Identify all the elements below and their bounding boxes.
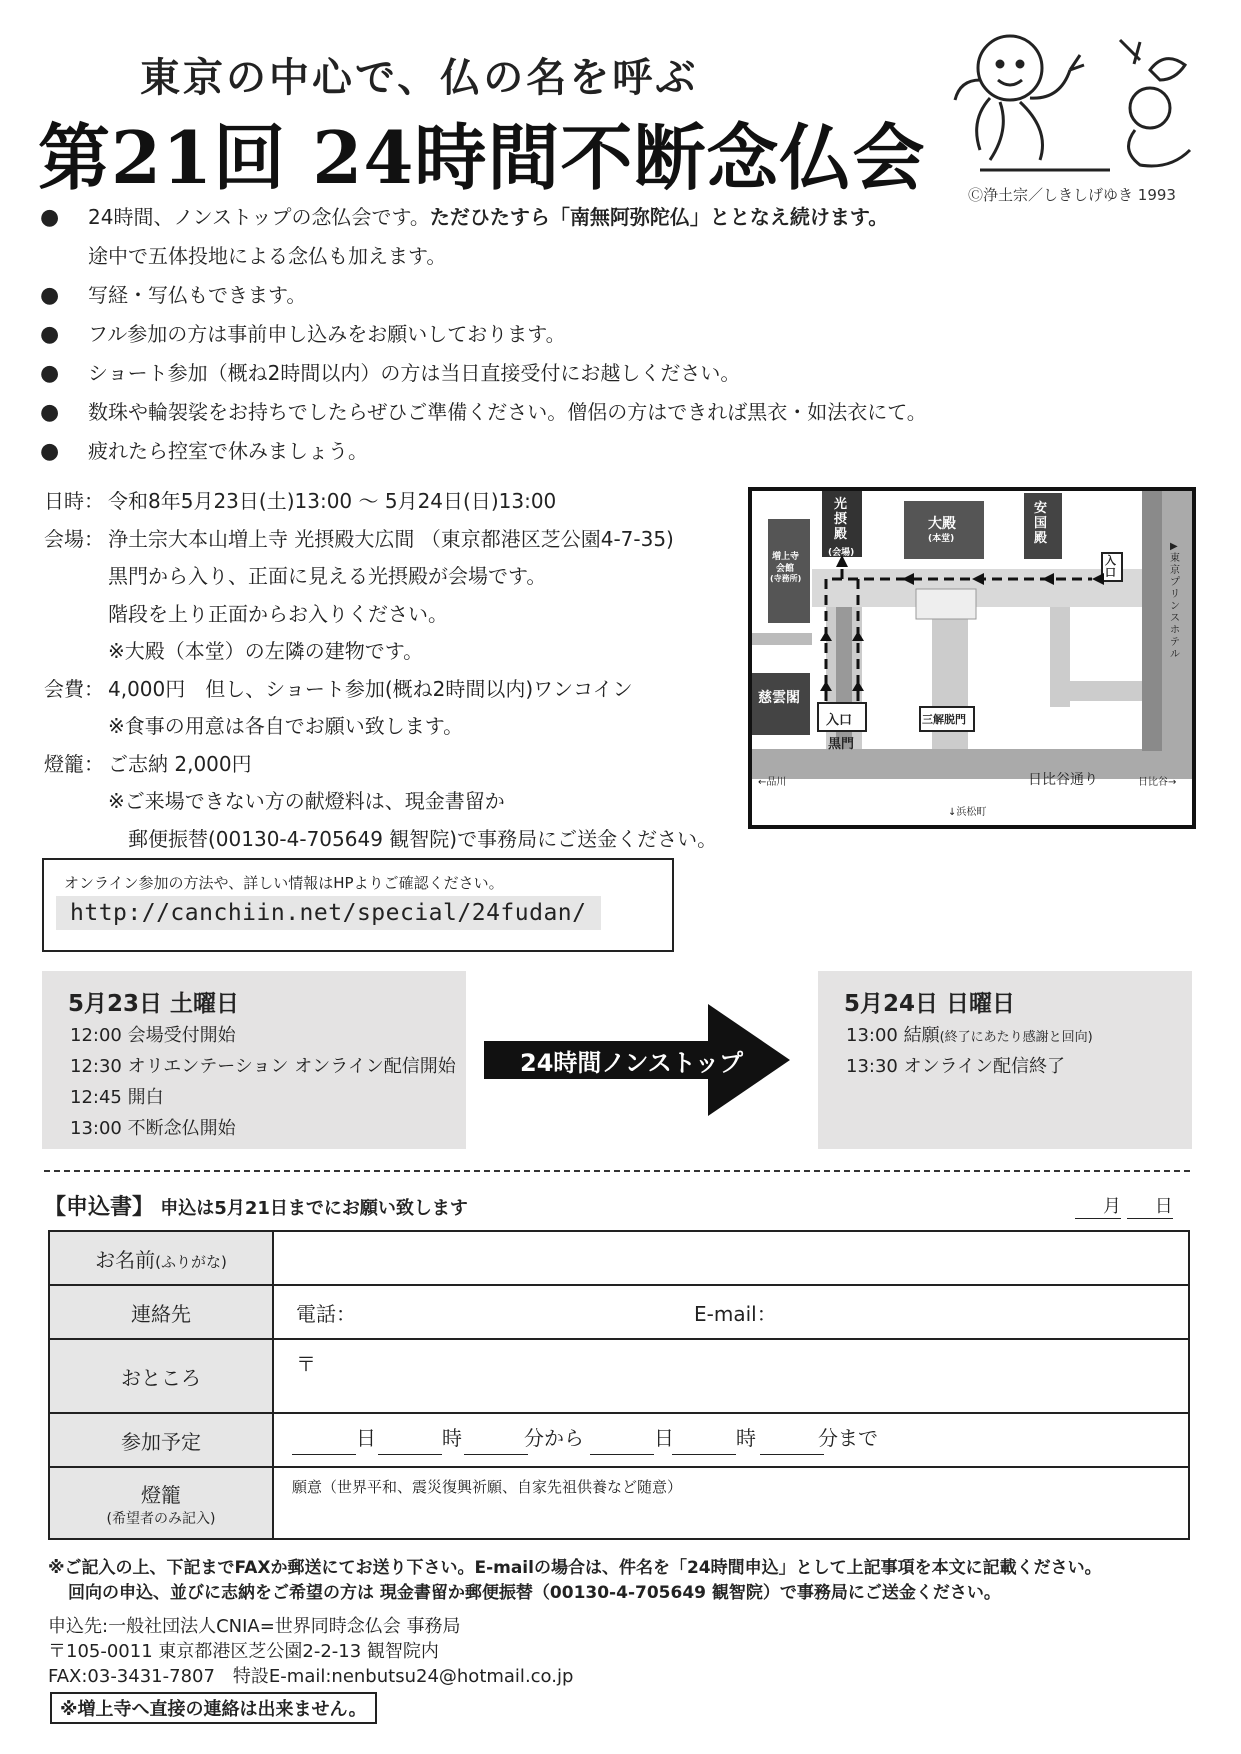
- venue-map: [748, 487, 1196, 829]
- plan-label: 参加予定: [49, 1413, 273, 1467]
- email-label: E-mail：: [694, 1302, 777, 1326]
- table-row: [49, 1285, 1189, 1339]
- date-label: 日時：: [44, 489, 104, 513]
- contact-label: 連絡先: [49, 1285, 273, 1339]
- venue-note: 階段を上り正面からお入りください。: [108, 601, 448, 626]
- bullet-text: ショート参加（概ね2時間以内）の方は当日直接受付にお越しください。: [88, 361, 741, 385]
- form-date-month[interactable]: 月: [1075, 1192, 1121, 1219]
- map-hibiya-dori: 日比谷通り: [1028, 772, 1098, 788]
- online-info-box: [42, 858, 674, 952]
- online-caption: オンライン参加の方法や、詳しい情報はHPよりご確認ください。: [64, 874, 504, 892]
- form-lantern-sub: (希望者のみ記入): [106, 1510, 216, 1527]
- table-row: [49, 1467, 1189, 1539]
- name-label: お名前: [95, 1247, 156, 1272]
- lantern-field[interactable]: [273, 1467, 1189, 1539]
- list-item: [40, 198, 1000, 237]
- lantern-note: ※ご来場できない方の献燈料は、現金書留か: [108, 789, 505, 813]
- plan-day-start: 日: [356, 1426, 376, 1450]
- bullet-icon: ●: [40, 283, 60, 308]
- map-hibiya: 日比谷→: [1138, 777, 1177, 788]
- bullet-emphasis: ただひたすら「南無阿弥陀仏」ととなえ続けます。: [429, 205, 889, 229]
- phone-label: 電話：: [296, 1302, 356, 1326]
- map-entrance-right: 入口: [1105, 554, 1116, 579]
- lantern-note: 郵便振替(00130-4-705649 観智院)で事務局にご送金ください。: [128, 826, 718, 851]
- lantern-fee: ご志納 2,000円: [108, 751, 252, 776]
- plan-day-end: 日: [654, 1426, 674, 1450]
- name-furigana: (ふりがな): [155, 1252, 227, 1271]
- plan-to: 分まで: [818, 1426, 878, 1450]
- lantern-label-cell: [49, 1467, 273, 1539]
- plan-from: 分から: [524, 1426, 584, 1450]
- map-shinagawa: ←品川: [758, 777, 787, 788]
- map-zojoji-office: (寺務所): [770, 574, 802, 583]
- bullet-icon: ●: [40, 322, 60, 347]
- schedule-item: 12:30 オリエンテーション オンライン配信開始: [70, 1056, 456, 1077]
- feature-list: [40, 198, 1000, 471]
- contact-info: [48, 1614, 573, 1689]
- list-item: [40, 276, 1000, 315]
- plan-field[interactable]: [273, 1413, 1189, 1467]
- contact-line: 〒105-0011 東京都港区芝公園2-2-13 観智院内: [48, 1641, 439, 1662]
- list-item: [40, 354, 1000, 393]
- note-line: 回向の申込、並びに志納をご希望の方は 現金書留か郵便振替（00130-4-705649 観智院）で事務局にご送金ください。: [68, 1583, 1001, 1603]
- map-entrance: 入口: [826, 713, 853, 728]
- schedule-item: 12:45 開白: [70, 1087, 164, 1108]
- address-field[interactable]: [273, 1339, 1189, 1413]
- map-kosetsuden: 光摂殿: [834, 497, 848, 542]
- map-daiden: 大殿: [928, 516, 956, 532]
- bullet-text: 写経・写仏もできます。: [88, 283, 307, 307]
- website-link[interactable]: http://canchiin.net/special/24fudan/: [56, 896, 601, 930]
- lantern-label: 燈籠：: [44, 751, 104, 776]
- bullet-text: 疲れたら控室で休みましょう。: [88, 439, 368, 463]
- list-item: [40, 393, 1000, 432]
- venue-note: ※大殿（本堂）の左隣の建物です。: [108, 639, 424, 663]
- note-line: ※ご記入の上、下記までFAXか郵送にてお送り下さい。E-mailの場合は、件名を「24時間申込」として上記事項を本文に記載ください。: [48, 1558, 1102, 1578]
- map-ankokuden: 安国殿: [1034, 501, 1048, 546]
- table-row: [49, 1231, 1189, 1285]
- copyright-note: Ⓒ浄土宗／しきしげゆき 1993: [968, 186, 1176, 204]
- lantern-wish: 願意（世界平和、震災復興祈願、自家先祖供養など随意）: [292, 1478, 683, 1496]
- venue-note: 黒門から入り、正面に見える光摂殿が会場です。: [108, 564, 547, 588]
- map-jiunkaku: 慈雲閣: [758, 690, 800, 706]
- map-hamamatsucho: ↓浜松町: [948, 807, 987, 818]
- event-title: 第21回 24時間不断念仏会: [38, 115, 926, 200]
- event-subtitle: 東京の中心で、仏の名を呼ぶ: [140, 54, 699, 101]
- bullet-text: フル参加の方は事前申し込みをお願いしております。: [88, 322, 566, 346]
- form-lantern-label: 燈籠: [141, 1482, 181, 1507]
- form-date: [1075, 1192, 1173, 1219]
- form-title: 【申込書】: [44, 1195, 155, 1220]
- map-sangedatsumon: 三解脱門: [922, 713, 966, 726]
- list-item: [40, 432, 1000, 471]
- bullet-icon: ●: [40, 439, 60, 464]
- schedule-item: 13:00 不断念仏開始: [70, 1118, 236, 1139]
- map-zojoji-hall: 増上寺: [772, 552, 800, 562]
- plan-hour-end: 時: [736, 1426, 756, 1450]
- schedule-item: 13:30 オンライン配信終了: [846, 1056, 1066, 1077]
- map-kuromon: 黒門: [828, 737, 855, 752]
- plan-blank[interactable]: [590, 1454, 654, 1455]
- venue-label: 会場：: [44, 526, 104, 551]
- address-label: おところ: [49, 1339, 273, 1413]
- contact-line: 申込先:一般社団法人CNIA=世界同時念仏会 事務局: [48, 1616, 461, 1637]
- map-drawing: [752, 491, 1192, 825]
- schedule-item: 13:00 結願: [846, 1025, 940, 1046]
- event-fee: 4,000円 但し、ショート参加(概ね2時間以内)ワンコイン: [108, 676, 633, 701]
- application-form: [48, 1230, 1190, 1540]
- plan-blank[interactable]: [292, 1454, 356, 1455]
- map-prince-hotel: ▶東京プリンスホテル: [1170, 541, 1180, 660]
- bullet-icon: ●: [40, 205, 60, 230]
- fee-note: ※食事の用意は各自でお願い致します。: [108, 714, 464, 738]
- contact-line: FAX:03-3431-7807 特設E-mail:nenbutsu24@hotmail.co.jp: [48, 1666, 574, 1687]
- bullet-text: 24時間、ノンストップの念仏会です。: [88, 205, 430, 229]
- plan-hour-start: 時: [442, 1426, 462, 1450]
- plan-blank[interactable]: [672, 1454, 736, 1455]
- bullet-continuation: 途中で五体投地による念仏も加えます。: [88, 244, 447, 268]
- event-date: 令和8年5月23日(土)13:00 ～ 5月24日(日)13:00: [108, 489, 557, 513]
- name-field[interactable]: [273, 1231, 1189, 1285]
- schedule-day1: [42, 971, 466, 1149]
- fee-label: 会費：: [44, 676, 104, 701]
- schedule-day2: [818, 971, 1192, 1149]
- table-row: [49, 1339, 1189, 1413]
- schedule-day1-title: 5月23日 土曜日: [68, 991, 240, 1017]
- map-zojoji-hall: 会館: [776, 564, 795, 574]
- contact-field[interactable]: [273, 1285, 1189, 1339]
- table-row: [49, 1413, 1189, 1467]
- warning-box: ※増上寺へ直接の連絡は出来ません。: [50, 1692, 377, 1724]
- cartoon-illustration: [950, 20, 1210, 180]
- schedule-item: 12:00 会場受付開始: [70, 1025, 236, 1046]
- map-hondo: (本堂): [928, 534, 955, 544]
- cut-line: [44, 1170, 1190, 1172]
- schedule-day2-title: 5月24日 日曜日: [844, 991, 1016, 1017]
- bullet-text: 数珠や輪袈裟をお持ちでしたらぜひご準備ください。僧侶の方はできれば黒衣・如法衣にて。: [88, 400, 927, 424]
- event-venue: 浄土宗大本山増上寺 光摂殿大広間 （東京都港区芝公園4-7-35): [108, 526, 674, 551]
- form-date-day[interactable]: 日: [1127, 1192, 1173, 1219]
- map-kaijo: (会場): [828, 548, 855, 558]
- event-info: [44, 483, 764, 858]
- plan-blank[interactable]: [378, 1454, 442, 1455]
- form-heading: [44, 1190, 468, 1221]
- schedule-item-note: (終了にあたり感謝と回向): [939, 1030, 1093, 1045]
- postal-mark: 〒: [296, 1352, 316, 1376]
- name-label-cell: [49, 1231, 273, 1285]
- plan-blank[interactable]: [760, 1454, 824, 1455]
- list-item: [40, 315, 1000, 354]
- plan-blank[interactable]: [464, 1454, 528, 1455]
- nonstop-label: 24時間ノンストップ: [520, 1049, 743, 1077]
- bullet-icon: ●: [40, 400, 60, 425]
- form-deadline: 申込は5月21日までにお願い致します: [160, 1198, 468, 1219]
- bullet-icon: ●: [40, 361, 60, 386]
- form-notes: [48, 1556, 1102, 1606]
